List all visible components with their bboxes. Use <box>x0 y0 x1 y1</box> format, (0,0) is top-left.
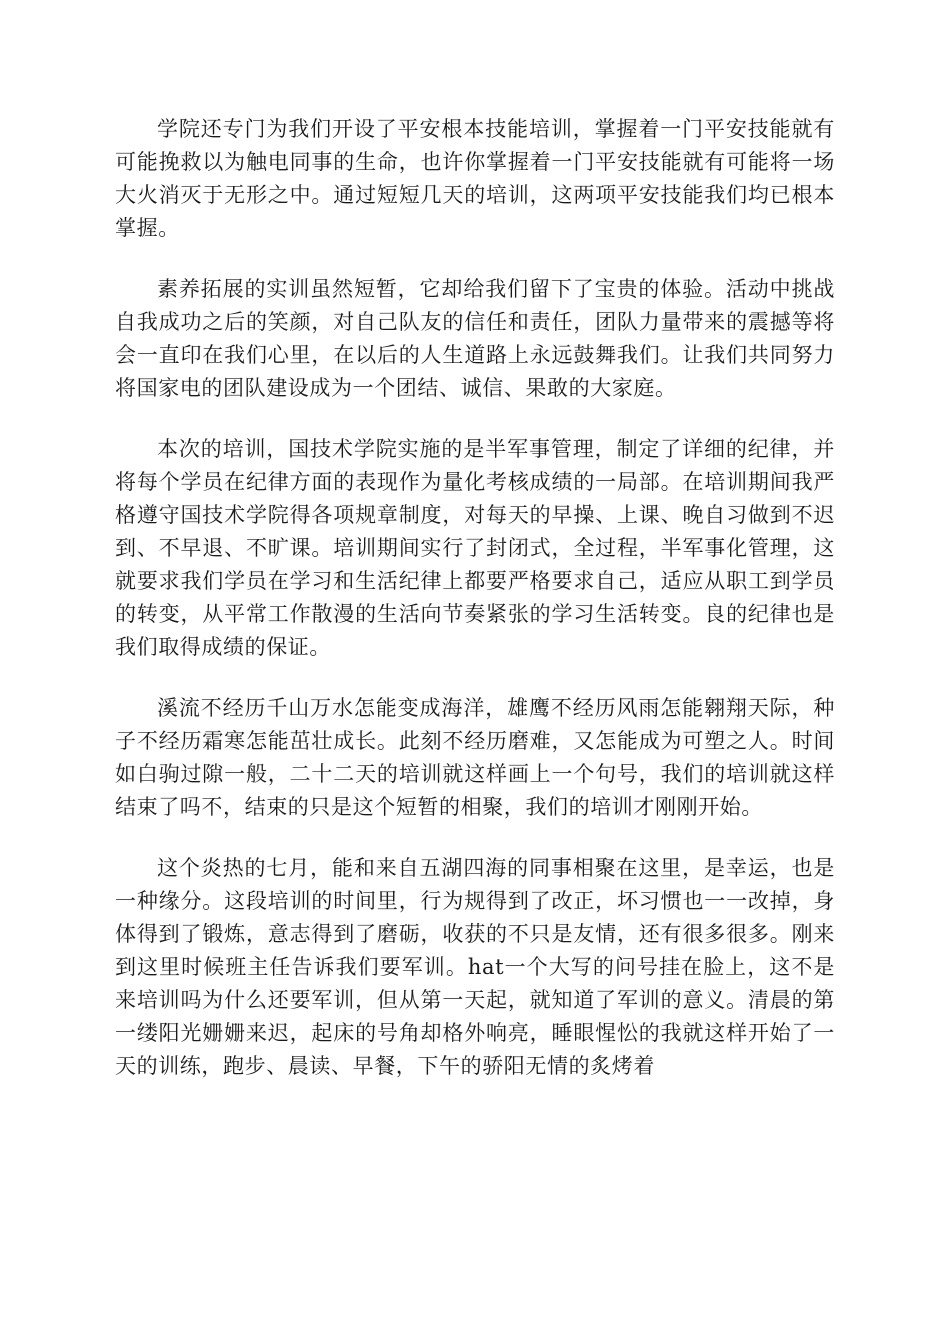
paragraph-discipline: 本次的培训，国技术学院实施的是半军事管理，制定了详细的纪律，并将每个学员在纪律方面的表现作为量化考核成绩的一局部。在培训期间我严格遵守国技术学院得各项规章制度，对每天的早操、上课、晚自习做到不迟到、不早退、不旷课。培训期间实行了封闭式，全过程，半军事化管理，这就要求我们学员在学习和生活纪律上都要严格要求自己，适应从职工到学员的转变，从平常工作散漫的生活向节奏紧张的学习生活转变。良的纪律也是我们取得成绩的保证。 <box>115 437 835 659</box>
paragraph-safety-training: 学院还专门为我们开设了平安根本技能培训，掌握着一门平安技能就有可能挽救以为触电同事的生命，也许你掌握着一门平安技能就有可能将一场大火消灭于无形之中。通过短短几天的培训，这两项平安技能我们均已根本掌握。 <box>115 117 835 240</box>
document-body <box>115 113 835 1111</box>
paragraph-reflection: 溪流不经历千山万水怎能变成海洋，雄鹰不经历风雨怎能翱翔天际，种子不经历霜寒怎能茁壮成长。此刻不经历磨难，又怎能成为可塑之人。时间如白驹过隙一般，二十二天的培训就这样画上一个句号，我们的培训就这样结束了吗不，结束的只是这个短暂的相聚，我们的培训才刚刚开始。 <box>115 696 835 819</box>
paragraph-military-training: 这个炎热的七月，能和来自五湖四海的同事相聚在这里，是幸运，也是一种缘分。这段培训的时间里，行为规得到了改正，坏习惯也一一改掉，身体得到了锻炼，意志得到了磨砺，收获的不只是友情，还有很多很多。刚来到这里时候班主任告诉我们要军训。hat一个大写的问号挂在脸上，这不是来培训吗为什么还要军训，但从第一天起，就知道了军训的意义。清晨的第一缕阳光姗姗来迟，起床的号角却格外响亮，睡眼惺忪的我就这样开始了一天的训练，跑步、晨读、早餐，下午的骄阳无情的炙烤着 <box>115 856 835 1078</box>
paragraph-quality-expansion: 素养拓展的实训虽然短暂，它却给我们留下了宝贵的体验。活动中挑战自我成功之后的笑颜，对自己队友的信任和责任，团队力量带来的震撼等将会一直印在我们心里，在以后的人生道路上永远鼓舞我们。让我们共同努力将国家电的团队建设成为一个团结、诚信、果敢的大家庭。 <box>115 277 835 400</box>
